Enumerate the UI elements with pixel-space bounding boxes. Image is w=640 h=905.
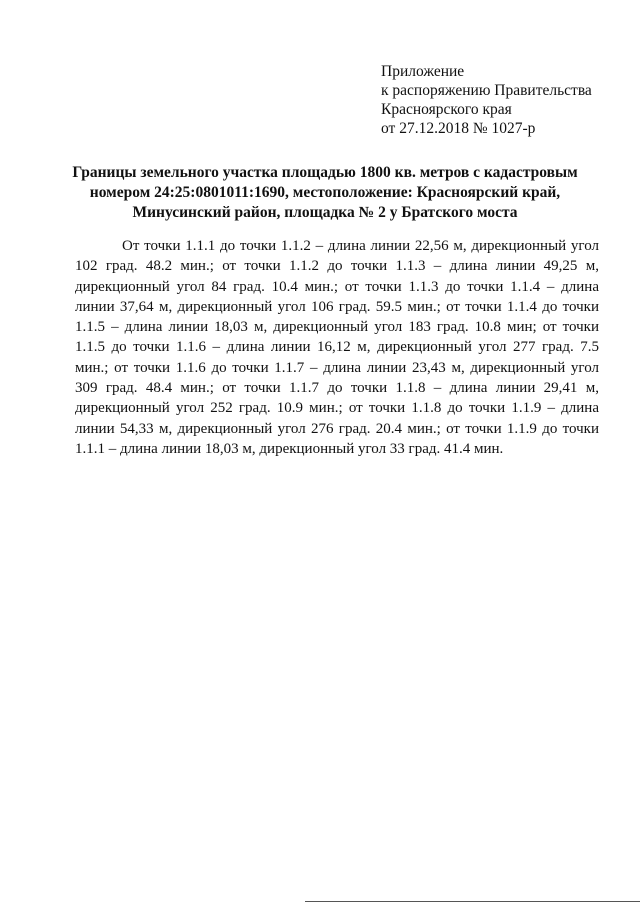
title-line-3: Минусинский район, площадка № 2 у Братского моста — [132, 204, 518, 221]
annex-header — [381, 62, 592, 138]
title-line-1: Границы земельного участка площадью 1800 кв. метров с кадастровым — [72, 164, 578, 181]
document-title — [70, 163, 580, 223]
annex-region: Красноярского края — [381, 101, 512, 118]
boundary-description-paragraph: От точки 1.1.1 до точки 1.1.2 – длина линии 22,56 м, дирекционный угол 102 град. 48.2 мин.; от точки 1.1.2 до точки 1.1.3 – длина линии 49,25 м, дирекционный угол 84 град. 10.4 мин.; от точки 1.1.3 до точки 1.1.4 – длина линии 37,64 м, дирекционный угол 106 град. 59.5 мин.; от точки 1.1.4 до точки 1.1.5 – длина линии 18,03 м, дирекционный угол 183 град. 10.8 мин; от точки 1.1.5 до точки 1.1.6 – длина линии 16,12 м, дирекционный угол 277 град. 7.5 мин.; от точки 1.1.6 до точки 1.1.7 – длина линии 23,43 м, дирекционный угол 309 град. 48.4 мин.; от точки 1.1.7 до точки 1.1.8 – длина линии 29,41 м, дирекционный угол 252 град. 10.9 мин.; от точки 1.1.8 до точки 1.1.9 – длина линии 54,33 м, дирекционный угол 276 град. 20.4 мин.; от точки 1.1.9 до точки 1.1.1 – длина линии 18,03 м, дирекционный угол 33 град. 41.4 мин. — [75, 238, 599, 457]
annex-date-number: от 27.12.2018 № 1027-р — [381, 120, 536, 137]
scan-edge-line — [305, 901, 640, 902]
annex-order-reference: к распоряжению Правительства — [381, 82, 592, 99]
title-line-2: номером 24:25:0801011:1690, местоположение: Красноярский край, — [89, 184, 561, 201]
annex-label: Приложение — [381, 63, 465, 80]
